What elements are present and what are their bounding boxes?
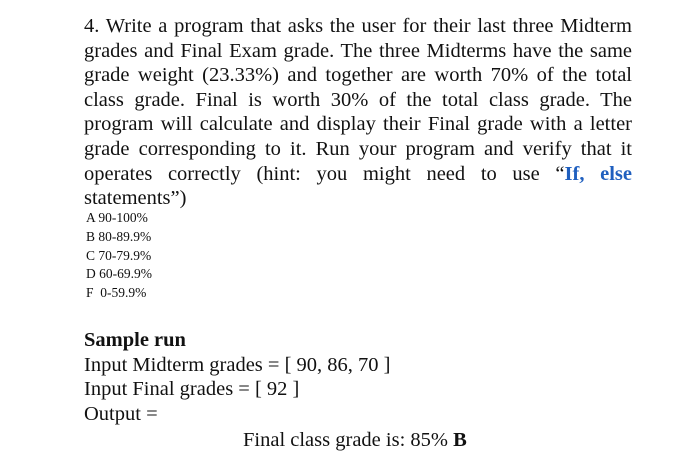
problem-statement	[84, 14, 632, 211]
sample-run-title: Sample run	[84, 329, 186, 351]
grade-scale-item: F 0-59.9%	[86, 285, 147, 301]
result-line	[243, 428, 467, 452]
sample-run	[84, 328, 390, 426]
result-letter-grade: B	[453, 429, 467, 451]
midterm-input-line: Input Midterm grades = [ 90, 86, 70 ]	[84, 353, 391, 376]
output-label: Output =	[84, 402, 158, 425]
hint-keywords: If, else	[564, 162, 632, 185]
problem-text: 4. Write a program that asks the user for their last three Midterm grades and Final Exam grade. The three Midterms have the same grade weight (23.33%) and together are worth 70% of the total class grade. Final is worth 30% of the total class grade. The program will calculate and display their Final grade with a letter grade corresponding to it. Run your program and verify that it operates correctly (hint: you might need to use “	[84, 15, 632, 185]
grade-scale-item: C 70-79.9%	[86, 247, 152, 263]
result-text: Final class grade is: 85%	[243, 429, 454, 451]
grade-scale-item: B 80-89.9%	[86, 228, 152, 244]
problem-text-end: statements”)	[84, 187, 187, 210]
final-input-line: Input Final grades = [ 92 ]	[84, 378, 300, 400]
grade-scale-item: D 60-69.9%	[86, 266, 152, 282]
grade-scale-list	[86, 209, 152, 303]
grade-scale-item: A 90-100%	[86, 210, 148, 225]
